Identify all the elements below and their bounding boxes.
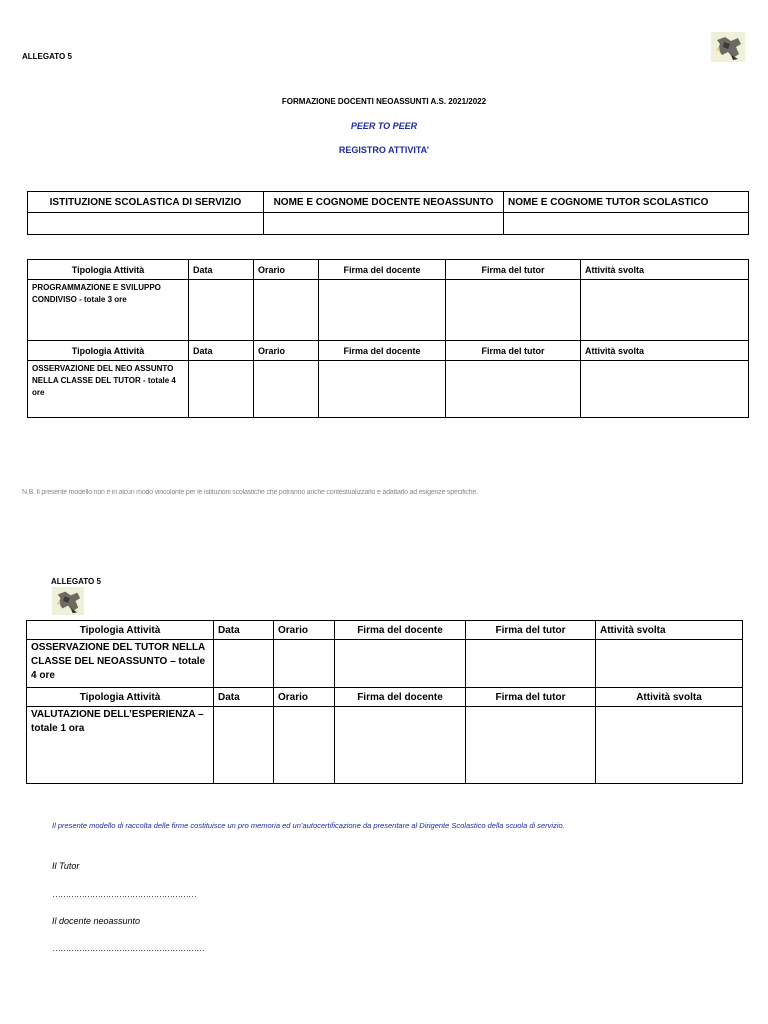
tutor-label: Il Tutor <box>52 861 80 871</box>
activity-valutazione: VALUTAZIONE DELL’ESPERIENZA – totale 1 ora <box>27 707 214 784</box>
col-tipologia: Tipologia Attività <box>27 621 214 640</box>
tutor-name-cell[interactable] <box>504 213 749 235</box>
orario-cell[interactable] <box>274 707 335 784</box>
allegato-label-2: ALLEGATO 5 <box>51 577 101 586</box>
data-cell[interactable] <box>189 280 254 341</box>
header-table <box>27 191 749 235</box>
activity-osservazione-neoassunto: OSSERVAZIONE DEL NEO ASSUNTO NELLA CLASSE DEL TUTOR - totale 4 ore <box>28 361 189 418</box>
col-firma-tutor: Firma del tutor <box>466 621 596 640</box>
firma-tutor-cell[interactable] <box>466 640 596 688</box>
data-cell[interactable] <box>214 640 274 688</box>
istituzione-cell[interactable] <box>28 213 264 235</box>
col-firma-tutor: Firma del tutor <box>446 341 581 361</box>
col-orario: Orario <box>254 260 319 280</box>
tutor-signature-line[interactable]: ……………………………………………… <box>52 889 196 899</box>
docente-label: Il docente neoassunto <box>52 916 141 926</box>
activity-table-2 <box>26 620 743 784</box>
firma-docente-cell[interactable] <box>335 707 466 784</box>
col-data: Data <box>214 621 274 640</box>
declaration-text: Il presente modello di raccolta delle firme costituisce un pro memoria ed un’autocertificazione da presentare al Dirigente Scolastico della scuola di servizio. <box>52 821 565 830</box>
firma-docente-cell[interactable] <box>319 361 446 418</box>
registro-attivita-heading: REGISTRO ATTIVITA’ <box>338 145 430 155</box>
col-attivita-svolta: Attività svolta <box>596 621 743 640</box>
col-data: Data <box>189 341 254 361</box>
col-firma-docente: Firma del docente <box>335 688 466 707</box>
document-title: FORMAZIONE DOCENTI NEOASSUNTI A.S. 2021/2022 <box>281 97 487 106</box>
orario-cell[interactable] <box>254 280 319 341</box>
col-data: Data <box>214 688 274 707</box>
header-col-docente: NOME E COGNOME DOCENTE NEOASSUNTO <box>264 192 504 213</box>
nb-note: N.B. Il presente modello non è in alcun modo vincolante per le istituzioni scolastiche che potranno anche contestualizzarlo e adattarlo ad esigenze specifiche. <box>22 489 478 496</box>
col-tipologia: Tipologia Attività <box>28 341 189 361</box>
activity-osservazione-tutor: OSSERVAZIONE DEL TUTOR NELLA CLASSE DEL NEOASSUNTO – totale 4 ore <box>27 640 214 688</box>
docente-name-cell[interactable] <box>264 213 504 235</box>
orario-cell[interactable] <box>254 361 319 418</box>
attivita-svolta-cell[interactable] <box>581 361 749 418</box>
firma-tutor-cell[interactable] <box>446 361 581 418</box>
col-firma-tutor: Firma del tutor <box>466 688 596 707</box>
attivita-svolta-cell[interactable] <box>596 640 743 688</box>
firma-docente-cell[interactable] <box>335 640 466 688</box>
col-attivita-svolta: Attività svolta <box>581 260 749 280</box>
firma-docente-cell[interactable] <box>319 280 446 341</box>
header-col-tutor: NOME E COGNOME TUTOR SCOLASTICO <box>504 192 749 213</box>
col-firma-docente: Firma del docente <box>319 341 446 361</box>
col-orario: Orario <box>254 341 319 361</box>
col-attivita-svolta: Attività svolta <box>596 688 743 707</box>
attivita-svolta-cell[interactable] <box>581 280 749 341</box>
col-firma-docente: Firma del docente <box>335 621 466 640</box>
col-tipologia: Tipologia Attività <box>28 260 189 280</box>
data-cell[interactable] <box>189 361 254 418</box>
attivita-svolta-cell[interactable] <box>596 707 743 784</box>
col-firma-tutor: Firma del tutor <box>446 260 581 280</box>
col-tipologia: Tipologia Attività <box>27 688 214 707</box>
logo-icon <box>711 32 745 62</box>
firma-tutor-cell[interactable] <box>446 280 581 341</box>
peer-to-peer-subtitle: PEER TO PEER <box>350 121 418 131</box>
allegato-label: ALLEGATO 5 <box>22 52 72 61</box>
data-cell[interactable] <box>214 707 274 784</box>
col-data: Data <box>189 260 254 280</box>
firma-tutor-cell[interactable] <box>466 707 596 784</box>
col-attivita-svolta: Attività svolta <box>581 341 749 361</box>
header-col-istituzione: ISTITUZIONE SCOLASTICA DI SERVIZIO <box>28 192 264 213</box>
col-orario: Orario <box>274 621 335 640</box>
activity-table-1 <box>27 259 749 418</box>
activity-programmazione: PROGRAMMAZIONE E SVILUPPO CONDIVISO - totale 3 ore <box>28 280 189 341</box>
logo-icon <box>52 587 84 615</box>
col-orario: Orario <box>274 688 335 707</box>
docente-signature-line[interactable]: ………………………………………………… <box>52 943 204 953</box>
orario-cell[interactable] <box>274 640 335 688</box>
col-firma-docente: Firma del docente <box>319 260 446 280</box>
